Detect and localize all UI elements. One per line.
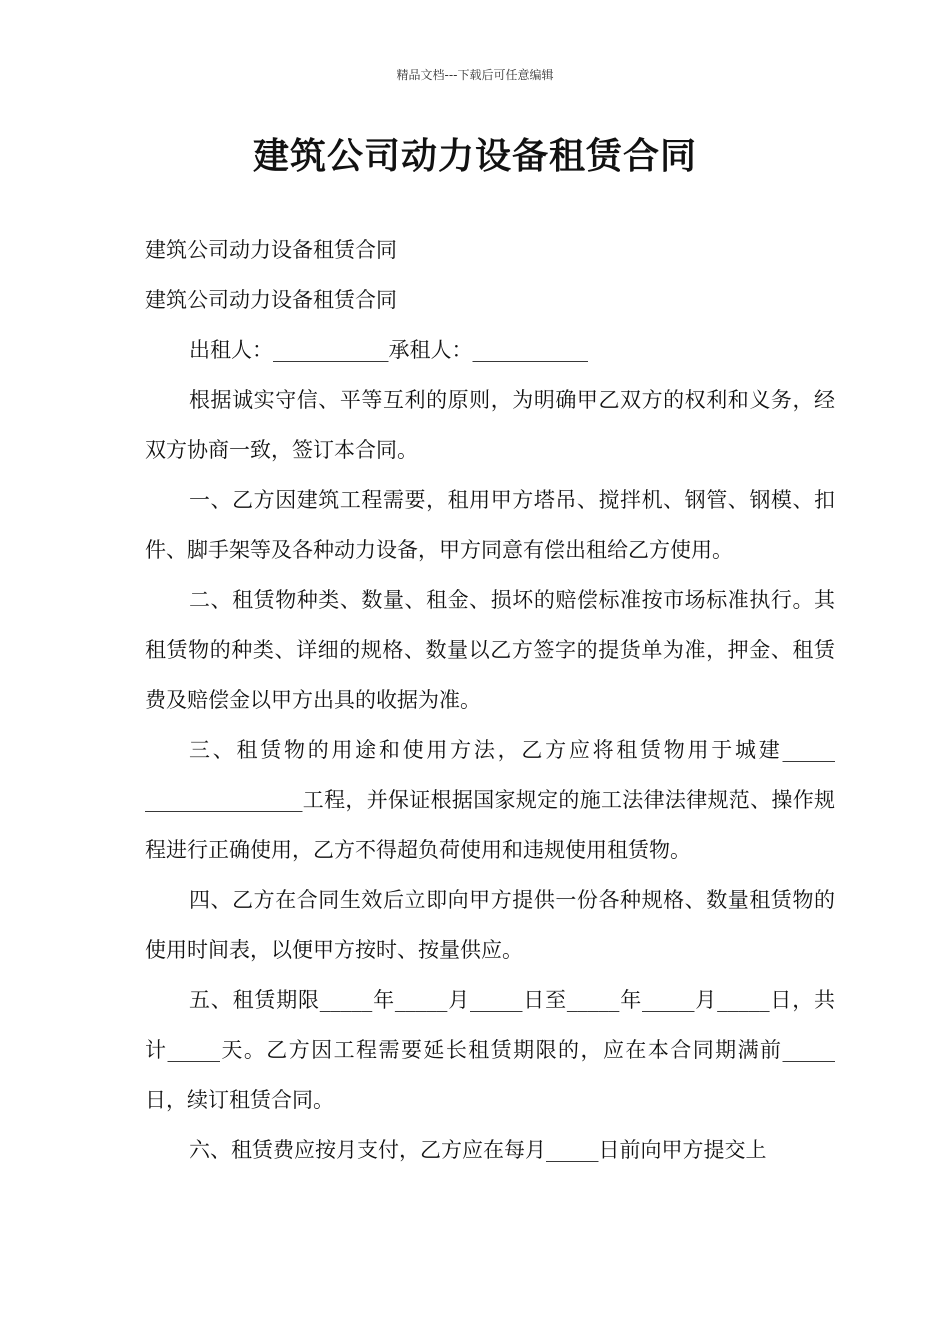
subtitle-line-2: 建筑公司动力设备租赁合同 — [145, 288, 397, 312]
clause-4: 四、乙方在合同生效后立即向甲方提供一份各种规格、数量租赁物的使用时间表，以便甲方按时、按量供应。 — [145, 888, 835, 962]
parties-line: 出租人：___________承租人：___________ — [189, 338, 588, 362]
subtitle-line-1: 建筑公司动力设备租赁合同 — [145, 238, 397, 262]
clause-5: 五、租赁期限_____年_____月_____日至_____年_____月_____日，共计_____天。乙方因工程需要延长租赁期限的，应在本合同期满前_____日，续订租赁合同。 — [145, 988, 835, 1112]
document-body — [145, 225, 835, 1175]
clause-1: 一、乙方因建筑工程需要，租用甲方塔吊、搅拌机、钢管、钢模、扣件、脚手架等及各种动力设备，甲方同意有偿出租给乙方使用。 — [145, 488, 835, 562]
clause-3: 三、租赁物的用途和使用方法，乙方应将租赁物用于城建_____ _______________工程，并保证根据国家规定的施工法律法律规范、操作规程进行正确使用，乙方不得超负荷使用和违规使用租赁物。 — [145, 738, 835, 862]
clause-2: 二、租赁物种类、数量、租金、损坏的赔偿标准按市场标准执行。其租赁物的种类、详细的规格、数量以乙方签字的提货单为准，押金、租赁费及赔偿金以甲方出具的收据为准。 — [145, 588, 835, 712]
document-title: 建筑公司动力设备租赁合同 — [252, 136, 697, 177]
header-note: 精品文档---下载后可任意编辑 — [396, 68, 554, 82]
paragraph-preamble: 根据诚实守信、平等互利的原则，为明确甲乙双方的权利和义务，经双方协商一致，签订本合同。 — [145, 388, 835, 462]
clause-6: 六、租赁费应按月支付，乙方应在每月_____日前向甲方提交上 — [189, 1138, 767, 1162]
